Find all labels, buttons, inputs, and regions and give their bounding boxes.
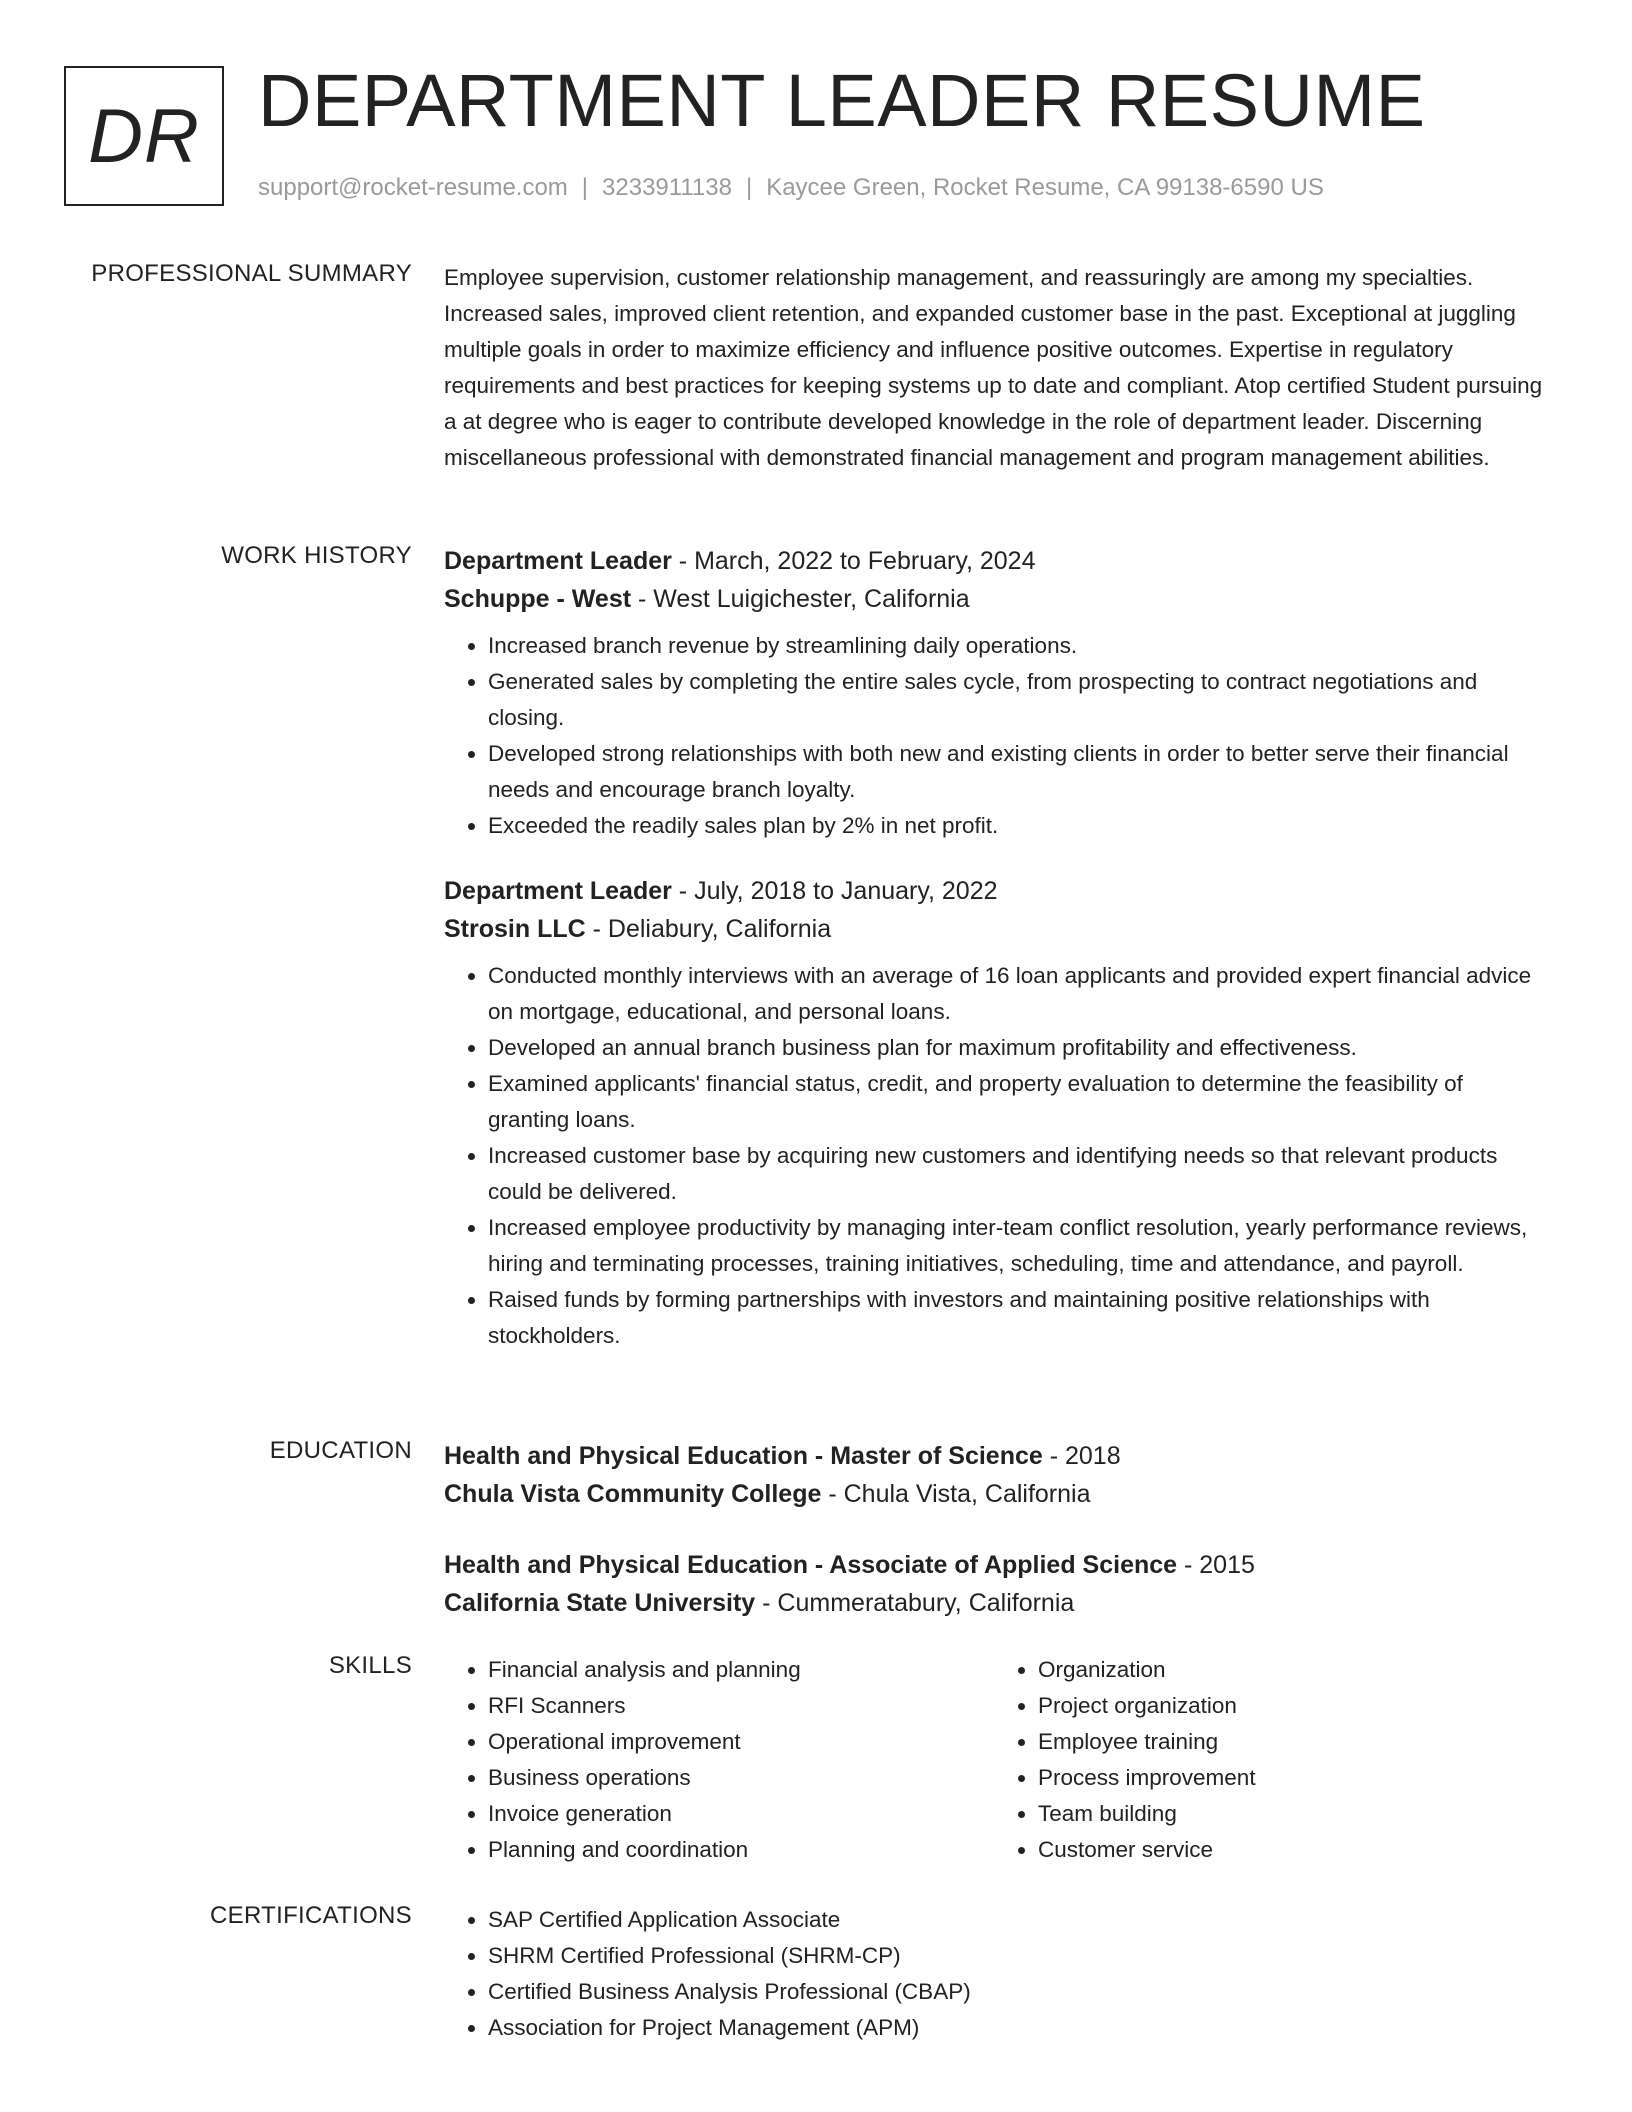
contact-line	[258, 174, 1324, 202]
degree-year: - 2018	[1042, 1442, 1121, 1470]
job-location: - Deliabury, California	[585, 915, 832, 943]
list-item: • Certified Business Analysis Professional (CBAP)	[488, 1974, 1544, 2010]
school: Chula Vista Community College	[444, 1480, 822, 1508]
section-heading-certifications: CERTIFICATIONS	[210, 1902, 412, 1929]
job-title: Department Leader	[444, 547, 672, 575]
contact-separator: |	[745, 174, 753, 201]
school-location: - Chula Vista, California	[821, 1480, 1091, 1508]
list-item: • Increased branch revenue by streamlining daily operations.	[488, 628, 1544, 664]
monogram: DR	[64, 66, 224, 206]
section-heading-work-history: WORK HISTORY	[221, 542, 412, 569]
job-title-line	[444, 542, 1544, 580]
list-item: • Team building	[1038, 1796, 1544, 1832]
list-item: • Planning and coordination	[488, 1832, 994, 1868]
job-dates: - July, 2018 to January, 2022	[671, 877, 998, 905]
degree-year: - 2015	[1177, 1551, 1255, 1579]
education-body	[444, 1437, 1544, 1622]
certifications-body	[444, 1902, 1544, 2046]
section-heading-summary: PROFESSIONAL SUMMARY	[91, 260, 412, 287]
contact-email[interactable]: support@rocket-resume.com	[258, 174, 568, 201]
summary-body	[444, 260, 1544, 476]
list-item: • Association for Project Management (APM)	[488, 2010, 1544, 2046]
job-title: Department Leader	[444, 877, 672, 905]
skills-list-right	[994, 1652, 1544, 1868]
list-item: • SAP Certified Application Associate	[488, 1902, 1544, 1938]
list-item: • Examined applicants' financial status, credit, and property evaluation to determine the feasibility of granting loans.	[488, 1066, 1544, 1138]
job-entry	[444, 872, 1544, 1354]
list-item: • Project organization	[1038, 1688, 1544, 1724]
work-history-body	[444, 542, 1544, 1354]
job-company: Strosin LLC	[444, 915, 586, 943]
contact-phone[interactable]: 3233911138	[602, 174, 732, 201]
list-item: • Raised funds by forming partnerships with investors and maintaining positive relationships with stockholders.	[488, 1282, 1544, 1354]
list-item: • Developed an annual branch business plan for maximum profitability and effectiveness.	[488, 1030, 1544, 1066]
list-item: • Employee training	[1038, 1724, 1544, 1760]
list-item: • Process improvement	[1038, 1760, 1544, 1796]
contact-separator: |	[581, 174, 589, 201]
school-line	[444, 1475, 1544, 1513]
section-heading-education: EDUCATION	[269, 1437, 412, 1464]
certifications-list	[444, 1902, 1544, 2046]
job-company-line	[444, 580, 1544, 618]
skills-list-left	[444, 1652, 994, 1868]
summary-text: Employee supervision, customer relationship management, and reassuringly are among my specialties. Increased sales, improved client retention, and expanded customer base in the past. Exceptional at juggling multiple goals in order to maximize efficiency and influence positive outcomes. Expertise in regulatory requirements and best practices for keeping systems up to date and compliant. Atop certified Student pursuing a at degree who is eager to contribute developed knowledge in the role of department leader. Discerning miscellaneous professional with demonstrated financial management and program management abilities.	[444, 265, 1543, 470]
list-item: • Invoice generation	[488, 1796, 994, 1832]
education-entry	[444, 1546, 1544, 1622]
job-company-line	[444, 910, 1544, 948]
list-item: • Increased customer base by acquiring new customers and identifying needs so that relevant products could be delivered.	[488, 1138, 1544, 1210]
skills-columns	[444, 1652, 1544, 1868]
job-bullets	[444, 628, 1544, 844]
list-item: • Financial analysis and planning	[488, 1652, 994, 1688]
list-item: • Organization	[1038, 1652, 1544, 1688]
job-location: - West Luigichester, California	[631, 585, 970, 613]
school-location: - Cummeratabury, California	[755, 1589, 1075, 1617]
job-company: Schuppe - West	[444, 585, 632, 613]
degree-line	[444, 1437, 1544, 1475]
job-entry	[444, 542, 1544, 844]
list-item: • SHRM Certified Professional (SHRM-CP)	[488, 1938, 1544, 1974]
job-bullets	[444, 958, 1544, 1354]
job-dates: - March, 2022 to February, 2024	[671, 547, 1036, 575]
page-title: DEPARTMENT LEADER RESUME	[258, 59, 1426, 142]
list-item: • Conducted monthly interviews with an average of 16 loan applicants and provided expert financial advice on mortgage, educational, and personal loans.	[488, 958, 1544, 1030]
list-item: • Exceeded the readily sales plan by 2% in net profit.	[488, 808, 1544, 844]
list-item: • Generated sales by completing the entire sales cycle, from prospecting to contract negotiations and closing.	[488, 664, 1544, 736]
list-item: • Developed strong relationships with both new and existing clients in order to better serve their financial needs and encourage branch loyalty.	[488, 736, 1544, 808]
degree: Health and Physical Education - Master of Science	[444, 1442, 1043, 1470]
list-item: • Business operations	[488, 1760, 994, 1796]
section-heading-skills: SKILLS	[328, 1652, 412, 1679]
list-item: • Customer service	[1038, 1832, 1544, 1868]
school: California State University	[444, 1589, 756, 1617]
job-title-line	[444, 872, 1544, 910]
degree: Health and Physical Education - Associate of Applied Science	[444, 1551, 1178, 1579]
list-item: • Increased employee productivity by managing inter-team conflict resolution, yearly performance reviews, hiring and terminating processes, training initiatives, scheduling, time and attendance, and payroll.	[488, 1210, 1544, 1282]
list-item: • RFI Scanners	[488, 1688, 994, 1724]
skills-body	[444, 1652, 1544, 1868]
contact-address: Kaycee Green, Rocket Resume, CA 99138-6590 US	[766, 174, 1324, 201]
school-line	[444, 1584, 1544, 1622]
degree-line	[444, 1546, 1544, 1584]
list-item: • Operational improvement	[488, 1724, 994, 1760]
education-entry	[444, 1437, 1544, 1513]
